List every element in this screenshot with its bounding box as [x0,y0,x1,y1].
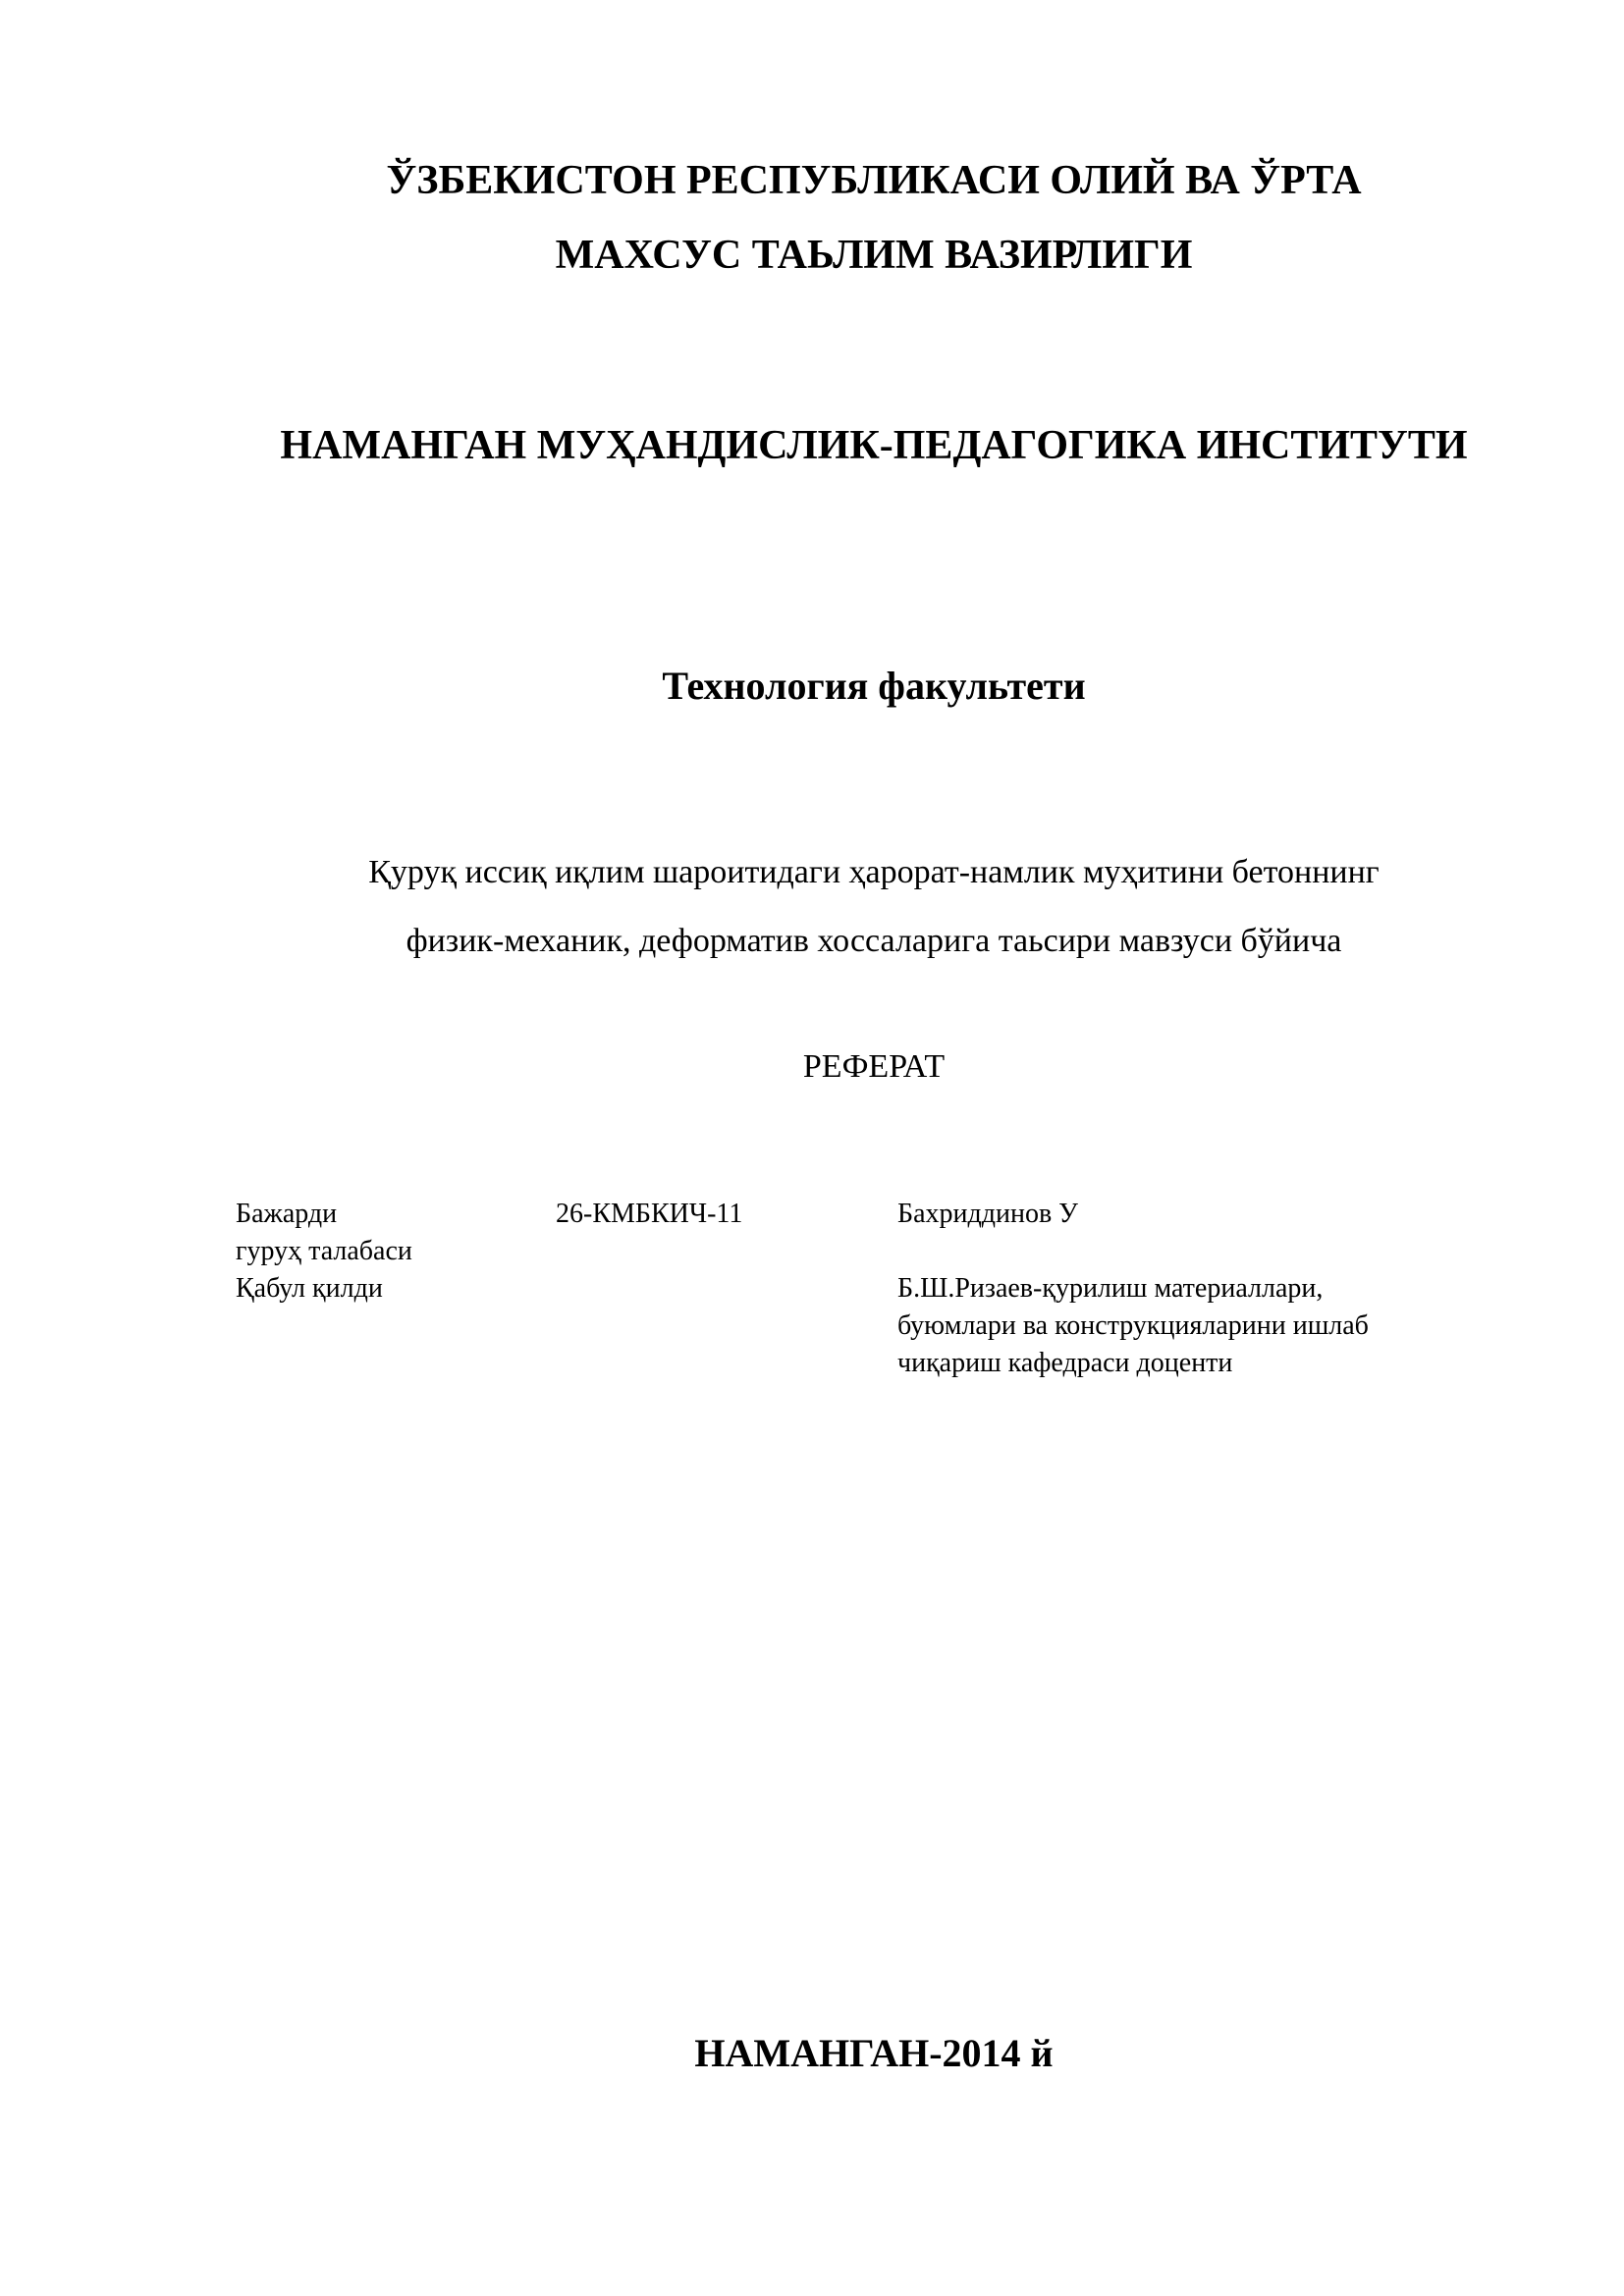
topic-line-2: физик-механик, деформатив хоссаларига таьсири мавзуси бўйича [406,923,1342,959]
ministry-line-1: ЎЗБЕКИСТОН РЕСПУБЛИКАСИ ОЛИЙ ВА ЎРТА [386,158,1362,203]
institute-name: НАМАНГАН МУҲАНДИСЛИК-ПЕДАГОГИКА ИНСТИТУТИ [280,423,1468,468]
faculty-name: Технология факультети [662,664,1086,708]
teacher-line-2: буюмлари ва конструкцияларини ишлаб [897,1310,1369,1341]
student-name: Бахриддинов У [897,1199,1078,1229]
performed-label-line-1: Бажарди [236,1199,338,1229]
accepted-label: Қабул қилди [236,1273,383,1304]
performed-label-line-2: гуруҳ талабаси [236,1236,412,1266]
topic-line-1: Қуруқ иссиқ иқлим шароитидаги ҳарорат-намлик муҳитини бетоннинг [368,854,1380,890]
group-code: 26-КМБКИЧ-11 [556,1199,743,1229]
document-genre: РЕФЕРАТ [802,1048,946,1085]
teacher-line-1: Б.Ш.Ризаев-қурилиш материаллари, [897,1273,1324,1304]
city-year: НАМАНГАН-2014 й [694,2031,1054,2075]
ministry-line-2: МАХСУС ТАЬЛИМ ВАЗИРЛИГИ [555,233,1193,278]
teacher-line-3: чиқариш кафедраси доценти [897,1348,1233,1378]
